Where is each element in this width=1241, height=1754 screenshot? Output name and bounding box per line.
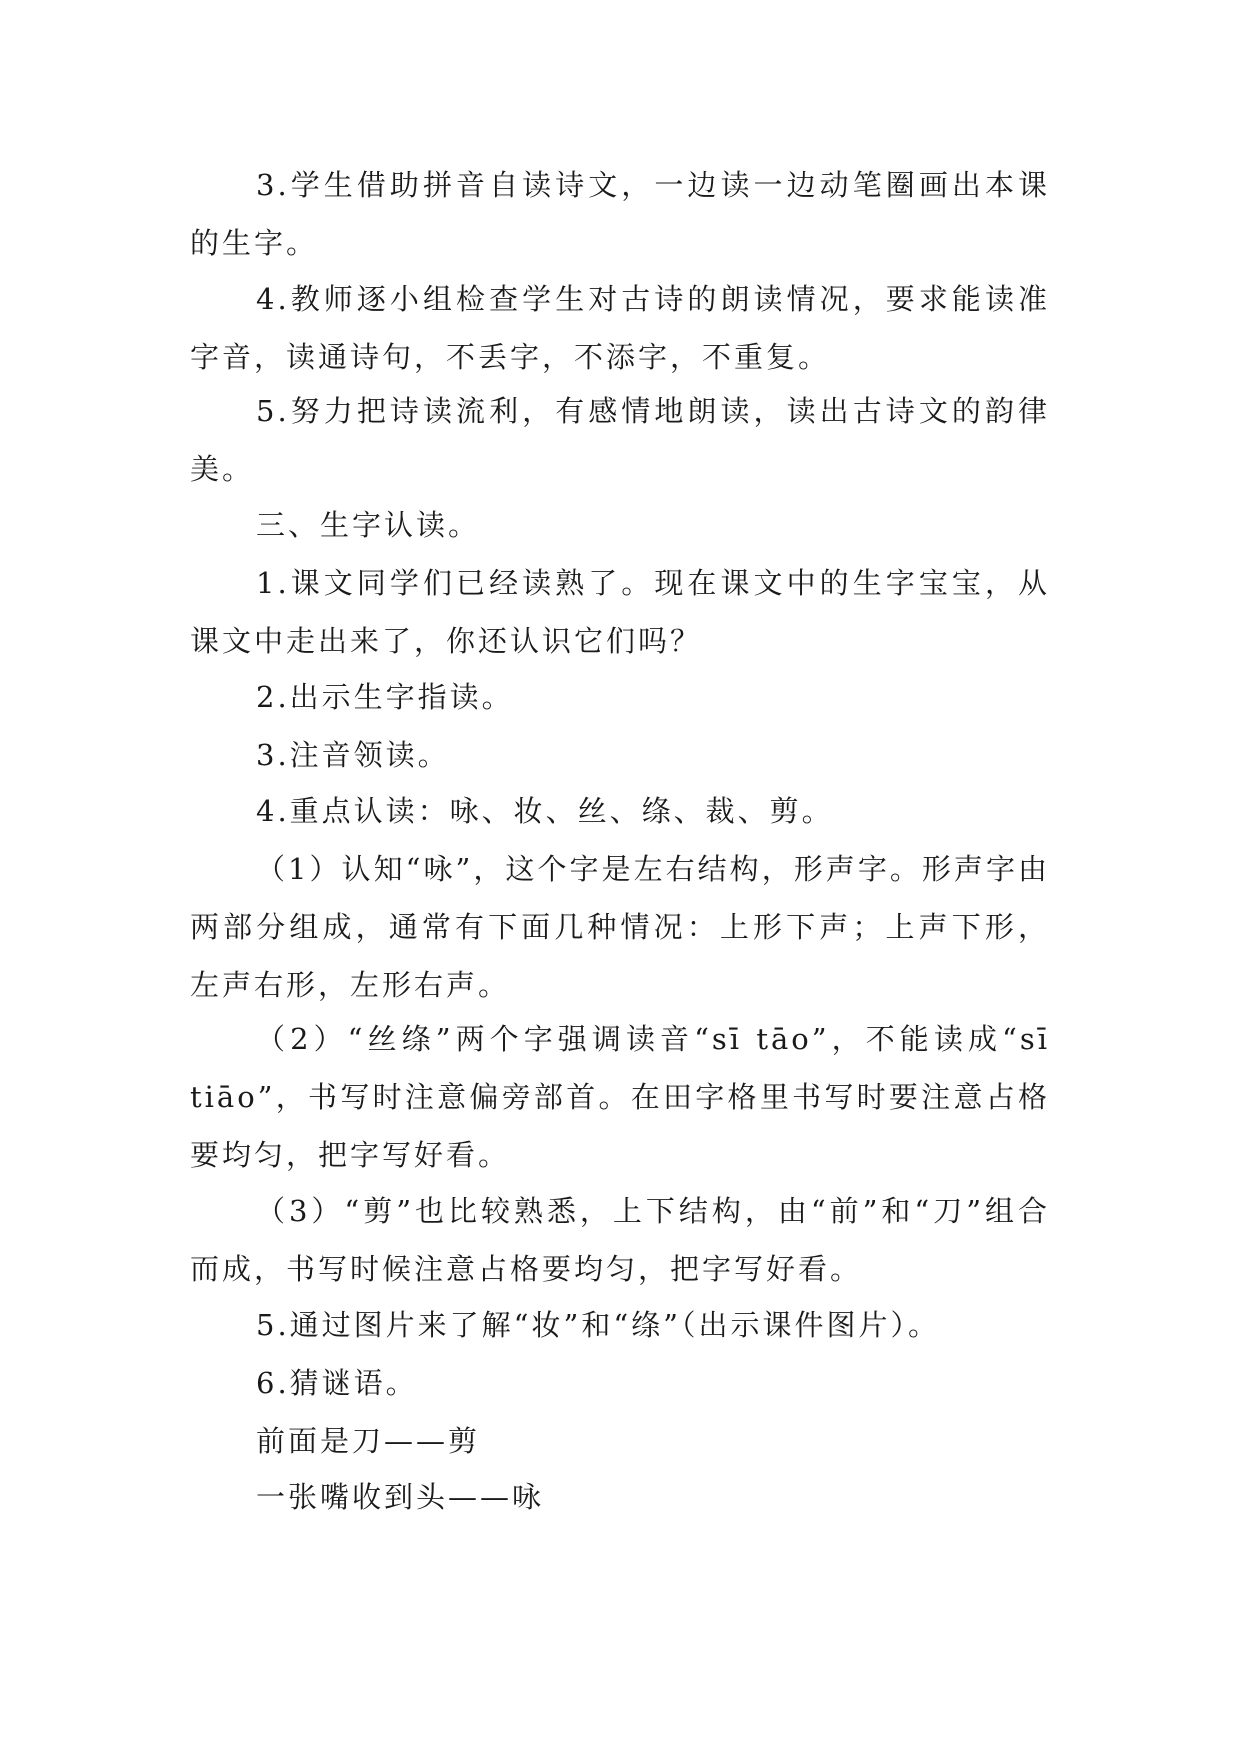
section-heading-character-reading: 三、生字认读。 xyxy=(256,508,481,542)
paragraph-item-4: 4.重点认读：咏、妆、丝、绦、裁、剪。 xyxy=(256,794,834,828)
paragraph-sub-2-sitao: （2）“丝绦”两个字强调读音“sī tāo”，不能读成“sī tiāo”，书写时注意偏旁部首。在田字格里书写时要注意占格要均匀，把字写好看。 xyxy=(190,1022,1050,1172)
paragraph-item-2: 2.出示生字指读。 xyxy=(256,680,514,714)
paragraph-item-1: 1.课文同学们已经读熟了。现在课文中的生字宝宝，从课文中走出来了，你还认识它们吗？ xyxy=(190,566,1050,658)
paragraph-step-3-self-read: 3.学生借助拼音自读诗文，一边读一边动笔圈画出本课的生字。 xyxy=(190,168,1050,260)
paragraph-item-6: 6.猜谜语。 xyxy=(256,1366,418,1400)
riddle-line-2: 一张嘴收到头——咏 xyxy=(256,1480,545,1514)
paragraph-item-3: 3.注音领读。 xyxy=(256,738,450,772)
paragraph-item-5: 5.通过图片来了解“妆”和“绦”（出示课件图片）。 xyxy=(256,1308,940,1342)
paragraph-step-5-fluent-reading: 5.努力把诗读流利，有感情地朗读，读出古诗文的韵律美。 xyxy=(190,394,1050,486)
paragraph-sub-1-yong: （1）认知“咏”，这个字是左右结构，形声字。形声字由两部分组成，通常有下面几种情况：上形下声；上声下形，左声右形，左形右声。 xyxy=(190,852,1050,1002)
riddle-line-1: 前面是刀——剪 xyxy=(256,1424,481,1458)
paragraph-step-4-teacher-check: 4.教师逐小组检查学生对古诗的朗读情况，要求能读准字音，读通诗句，不丢字，不添字，不重复。 xyxy=(190,282,1050,374)
paragraph-sub-3-jian: （3）“剪”也比较熟悉，上下结构，由“前”和“刀”组合而成，书写时候注意占格要均匀，把字写好看。 xyxy=(190,1194,1050,1286)
